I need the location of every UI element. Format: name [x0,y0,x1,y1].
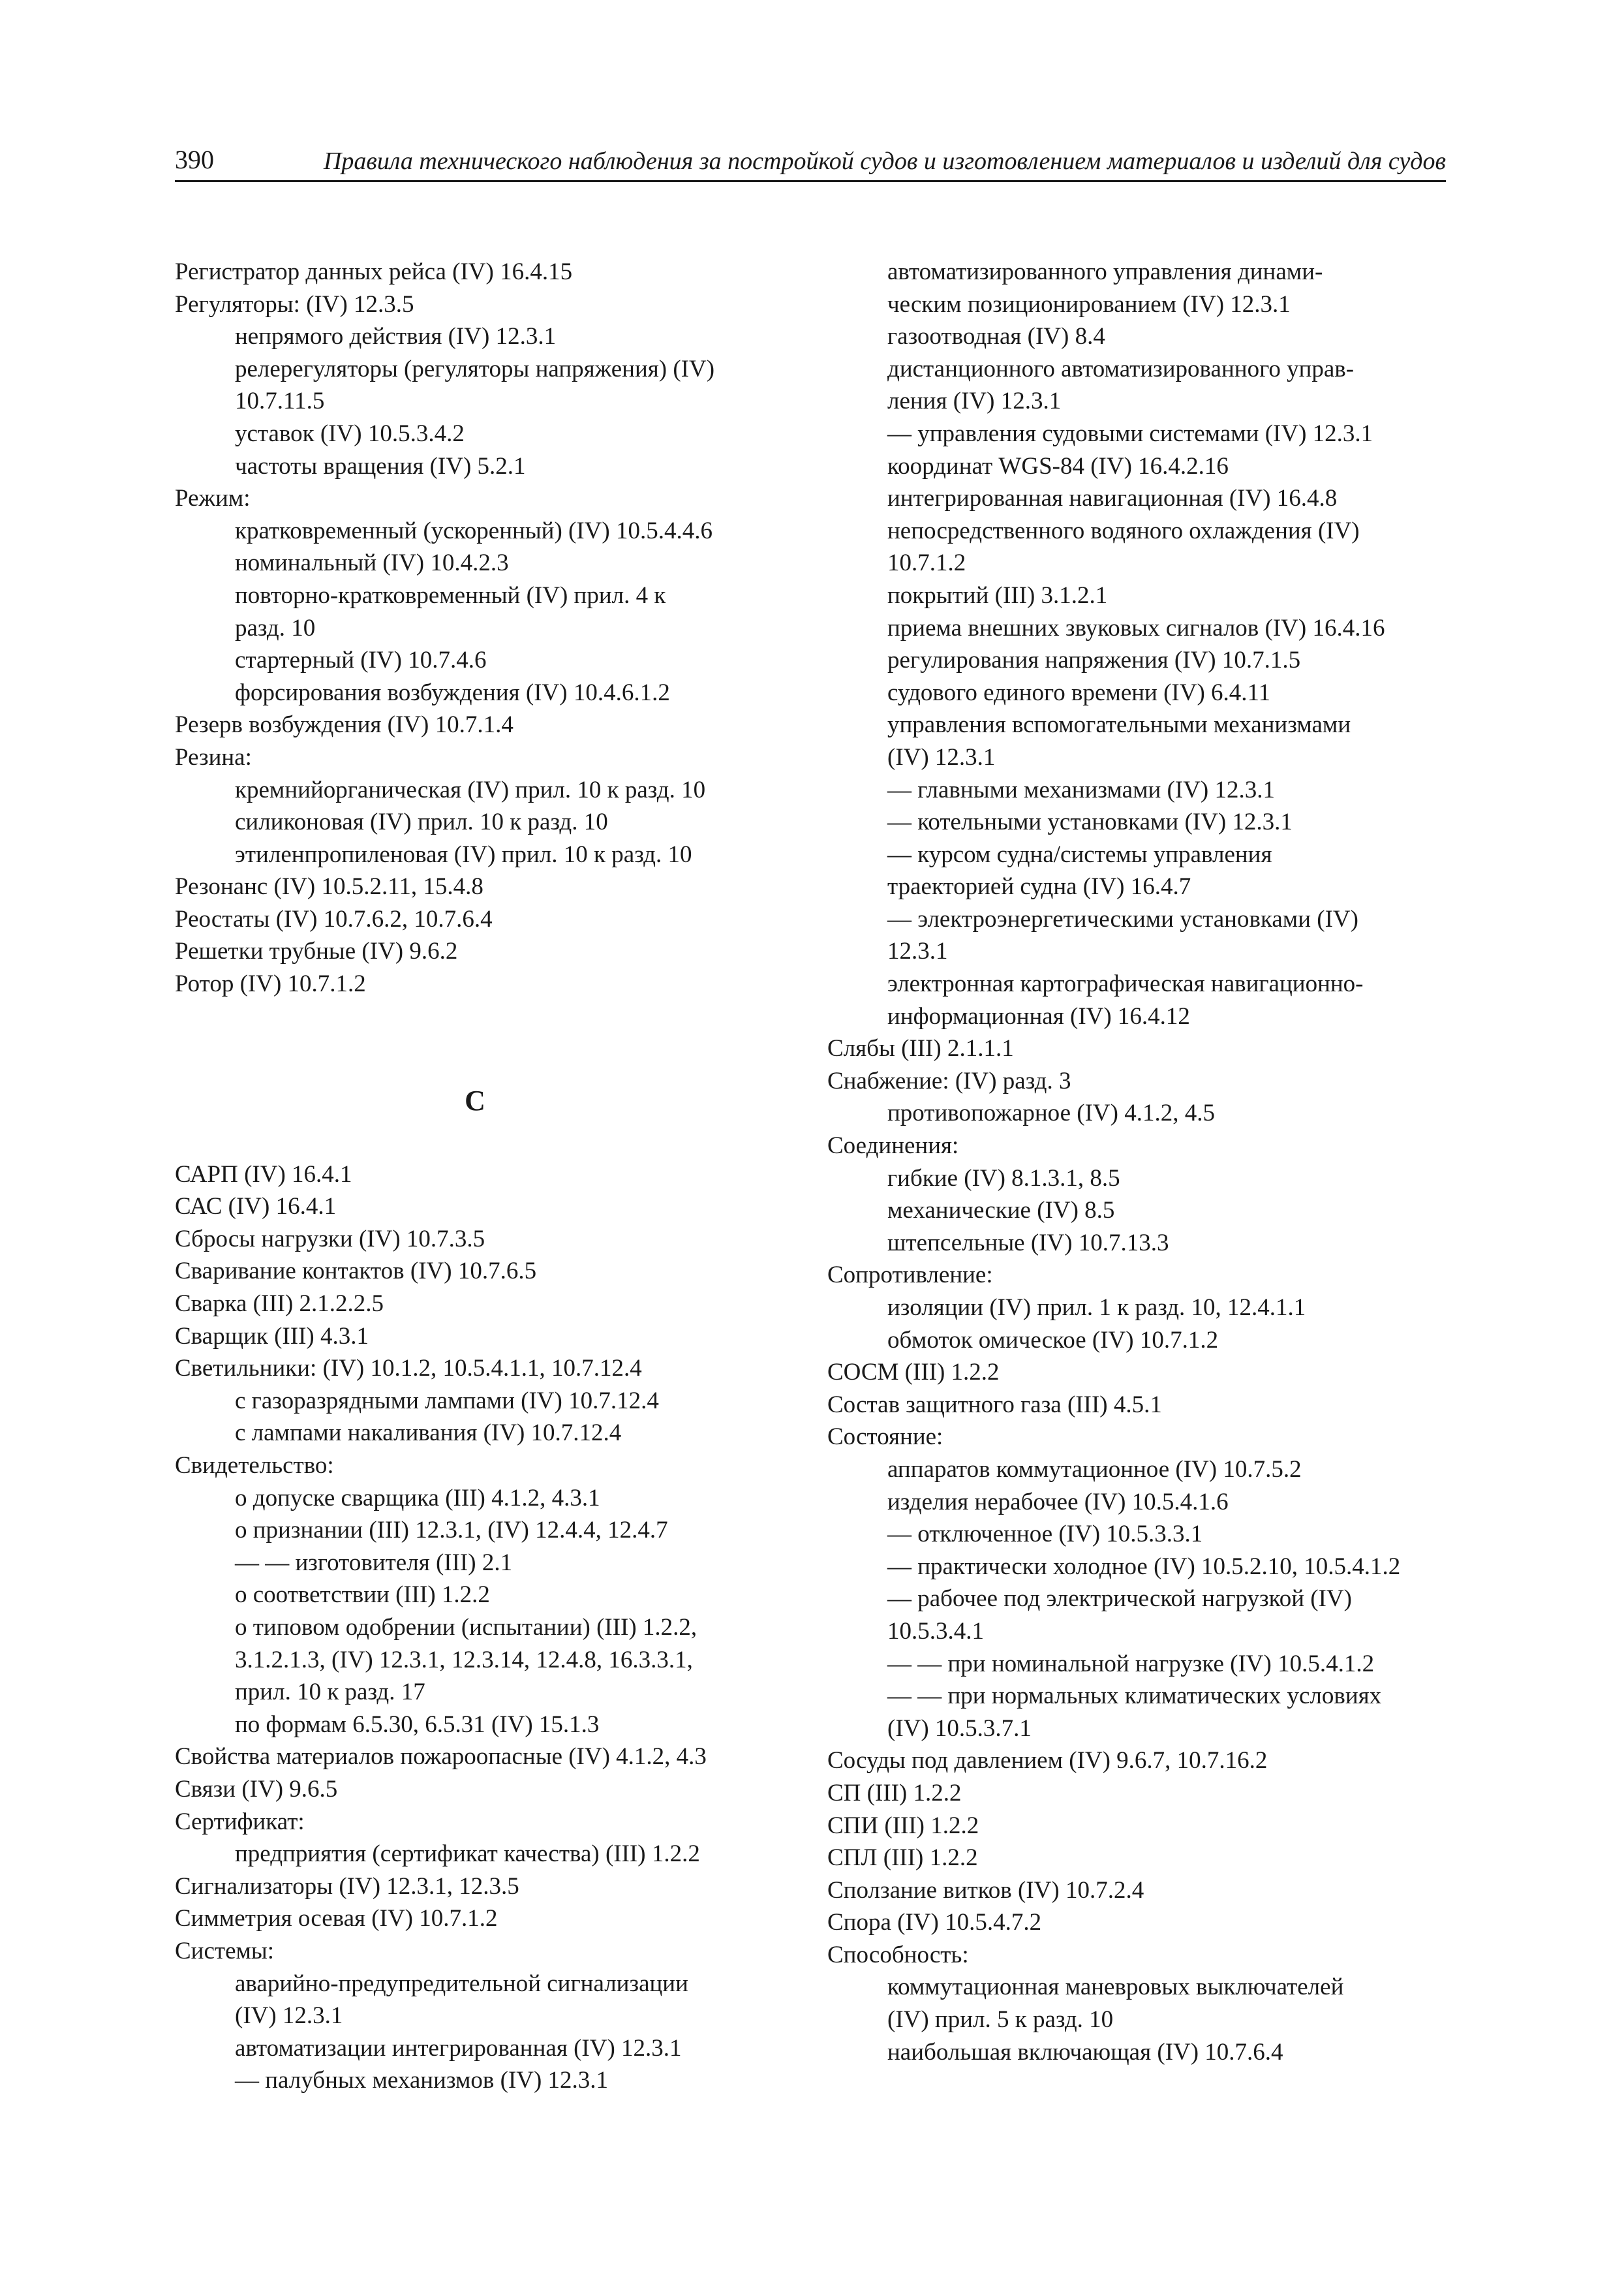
index-entry: Связи (IV) 9.6.5 [175,1775,338,1803]
index-subentry: номинальный (IV) 10.4.2.3 [235,550,509,577]
index-entry: Режим: [175,485,251,512]
page-number: 390 [175,145,214,174]
index-subentry: — — при номинальной нагрузке (IV) 10.5.4.1.2 [887,1650,1375,1677]
index-subentry: ческим позиционированием (IV) 12.3.1 [887,290,1291,318]
index-column-right [827,256,1454,2068]
index-block-s [175,1158,801,2097]
index-subentry: покрытий (III) 3.1.2.1 [887,581,1108,609]
index-subentry: о признании (III) 12.3.1, (IV) 12.4.4, 12.4.7 [235,1517,668,1544]
index-subentry: непрямого действия (IV) 12.3.1 [235,323,557,350]
index-entry: Системы: [175,1937,275,1964]
index-entry: Снабжение: (IV) разд. 3 [827,1067,1071,1094]
index-subentry: о соответствии (III) 1.2.2 [235,1581,490,1609]
index-subentry: 3.1.2.1.3, (IV) 12.3.1, 12.3.14, 12.4.8, 16.3.3.1, [235,1646,693,1673]
index-subentry: 10.5.3.4.1 [887,1617,984,1645]
index-subentry: электронная картографическая навигационно- [887,970,1364,998]
index-entry: Реостаты (IV) 10.7.6.2, 10.7.6.4 [175,905,493,933]
index-entry: САС (IV) 16.4.1 [175,1193,337,1220]
index-subentry: этиленпропиленовая (IV) прил. 10 к разд. 10 [235,841,692,868]
index-entry: Сигнализаторы (IV) 12.3.1, 12.3.5 [175,1872,519,1900]
index-entry: Резонанс (IV) 10.5.2.11, 15.4.8 [175,873,483,901]
index-entry: Слябы (III) 2.1.1.1 [827,1035,1014,1062]
index-subentry: аппаратов коммутационное (IV) 10.7.5.2 [887,1455,1302,1483]
index-subentry: — управления судовыми системами (IV) 12.3.1 [887,420,1373,447]
index-block-r [175,256,801,1000]
index-entry: Резерв возбуждения (IV) 10.7.1.4 [175,711,513,739]
index-column-left [175,256,801,2097]
index-subentry: частоты вращения (IV) 5.2.1 [235,452,526,480]
header-rule [175,180,1446,182]
page-header [175,145,1446,185]
index-subentry: дистанционного автоматизированного управ- [887,355,1355,382]
index-subentry: — практически холодное (IV) 10.5.2.10, 10.5.4.1.2 [887,1553,1401,1580]
index-entry: Решетки трубные (IV) 9.6.2 [175,938,458,965]
index-entry: Свидетельство: [175,1452,334,1479]
index-entry: Состав защитного газа (III) 4.5.1 [827,1391,1162,1418]
index-subentry: изоляции (IV) прил. 1 к разд. 10, 12.4.1.1 [887,1294,1306,1321]
index-entry: Сбросы нагрузки (IV) 10.7.3.5 [175,1225,485,1252]
running-title: Правила технического наблюдения за постройкой судов и изготовлением материалов и изделий для судов [323,147,1446,175]
index-subentry: траекторией судна (IV) 16.4.7 [887,873,1191,901]
index-subentry: — курсом судна/системы управления [887,841,1272,868]
index-entry: Ротор (IV) 10.7.1.2 [175,970,366,998]
index-entry: Состояние: [827,1423,943,1451]
index-subentry: — электроэнергетическими установками (IV) [887,905,1358,933]
index-subentry: регулирования напряжения (IV) 10.7.1.5 [887,647,1301,674]
index-subentry: судового единого времени (IV) 6.4.11 [887,679,1271,706]
index-subentry: (IV) прил. 5 к разд. 10 [887,2006,1114,2034]
index-subentry: предприятия (сертификат качества) (III) 1.2.2 [235,1840,700,1868]
index-subentry: форсирования возбуждения (IV) 10.4.6.1.2 [235,679,670,706]
index-subentry: — палубных механизмов (IV) 12.3.1 [235,2067,609,2094]
index-subentry: аварийно-предупредительной сигнализации [235,1970,688,1997]
index-subentry: обмоток омическое (IV) 10.7.1.2 [887,1326,1219,1354]
index-subentry: разд. 10 [235,614,316,642]
index-subentry: стартерный (IV) 10.7.4.6 [235,647,487,674]
index-subentry: — главными механизмами (IV) 12.3.1 [887,776,1275,803]
index-subentry: автоматизированного управления динами- [887,258,1323,285]
index-subentry: уставок (IV) 10.5.3.4.2 [235,420,465,447]
index-subentry: — — изготовителя (III) 2.1 [235,1549,513,1576]
index-subentry: (IV) 12.3.1 [235,2002,343,2030]
index-entry: Спора (IV) 10.5.4.7.2 [827,1909,1042,1936]
index-subentry: о допуске сварщика (III) 4.1.2, 4.3.1 [235,1484,600,1511]
index-entry: Сертификат: [175,1808,305,1835]
section-gap [175,1000,801,1081]
index-subentry: по формам 6.5.30, 6.5.31 (IV) 15.1.3 [235,1711,600,1738]
index-subentry: автоматизации интегрированная (IV) 12.3.1 [235,2034,682,2062]
section-letter: С [465,1084,485,1117]
index-subentry: 12.3.1 [887,938,948,965]
index-subentry: штепсельные (IV) 10.7.13.3 [887,1229,1169,1256]
index-subentry: — — при нормальных климатических условиях [887,1682,1382,1710]
index-entry: СОСМ (III) 1.2.2 [827,1359,1000,1386]
index-subentry: релерегуляторы (регуляторы напряжения) (IV) [235,355,715,382]
index-subentry: управления вспомогательными механизмами [887,711,1351,739]
index-entry: Способность: [827,1941,969,1968]
index-entry: Свойства материалов пожароопасные (IV) 4.1.2, 4.3 [175,1743,707,1771]
index-subentry: силиконовая (IV) прил. 10 к разд. 10 [235,809,608,836]
index-subentry: 10.7.1.2 [887,550,966,577]
index-entry: Сваривание контактов (IV) 10.7.6.5 [175,1258,537,1285]
index-subentry: кремнийорганическая (IV) прил. 10 к разд. 10 [235,776,706,803]
index-subentry: наибольшая включающая (IV) 10.7.6.4 [887,2038,1283,2066]
index-entry: САРП (IV) 16.4.1 [175,1160,352,1188]
index-subentry: прил. 10 к разд. 17 [235,1679,425,1706]
index-entry: СПИ (III) 1.2.2 [827,1812,979,1839]
index-subentry: — отключенное (IV) 10.5.3.3.1 [887,1521,1203,1548]
index-subentry: механические (IV) 8.5 [887,1197,1115,1224]
index-subentry: коммутационная маневровых выключателей [887,1974,1344,2001]
index-subentry: (IV) 10.5.3.7.1 [887,1714,1032,1742]
index-entry: Сосуды под давлением (IV) 9.6.7, 10.7.16.2 [827,1747,1268,1775]
index-subentry: с лампами накаливания (IV) 10.7.12.4 [235,1419,622,1447]
index-entry: СП (III) 1.2.2 [827,1779,962,1806]
index-subentry: — котельными установками (IV) 12.3.1 [887,809,1293,836]
index-subentry: интегрированная навигационная (IV) 16.4.8 [887,485,1338,512]
index-subentry: информационная (IV) 16.4.12 [887,1002,1190,1030]
index-entry: Регуляторы: (IV) 12.3.5 [175,290,414,318]
index-subentry: ления (IV) 12.3.1 [887,388,1062,415]
index-block-s-continued [827,256,1454,2068]
index-entry: Регистратор данных рейса (IV) 16.4.15 [175,258,573,285]
index-subentry: противопожарное (IV) 4.1.2, 4.5 [887,1100,1215,1127]
index-entry: СПЛ (III) 1.2.2 [827,1844,978,1872]
index-entry: Симметрия осевая (IV) 10.7.1.2 [175,1905,498,1932]
index-subentry: о типовом одобрении (испытании) (III) 1.2.2, [235,1613,697,1641]
index-subentry: гибкие (IV) 8.1.3.1, 8.5 [887,1164,1120,1192]
index-entry: Резина: [175,743,252,771]
index-entry: Сварка (III) 2.1.2.2.5 [175,1290,384,1318]
index-subentry: повторно-кратковременный (IV) прил. 4 к [235,581,666,609]
index-entry: Сползание витков (IV) 10.7.2.4 [827,1876,1144,1904]
index-subentry: непосредственного водяного охлаждения (IV) [887,517,1360,544]
index-subentry: газоотводная (IV) 8.4 [887,323,1105,350]
index-subentry: — рабочее под электрической нагрузкой (IV) [887,1585,1352,1613]
index-subentry: с газоразрядными лампами (IV) 10.7.12.4 [235,1387,659,1414]
index-entry: Светильники: (IV) 10.1.2, 10.5.4.1.1, 10.7.12.4 [175,1355,642,1382]
index-entry: Сварщик (III) 4.3.1 [175,1322,369,1350]
index-subentry: координат WGS-84 (IV) 16.4.2.16 [887,452,1229,480]
index-subentry: приема внешних звуковых сигналов (IV) 16.4.16 [887,614,1385,642]
index-subentry: изделия нерабочее (IV) 10.5.4.1.6 [887,1488,1229,1515]
index-entry: Сопротивление: [827,1262,993,1289]
index-entry: Соединения: [827,1132,959,1160]
index-subentry: кратковременный (ускоренный) (IV) 10.5.4.4.6 [235,517,712,544]
index-subentry: 10.7.11.5 [235,388,325,415]
index-subentry: (IV) 12.3.1 [887,743,996,771]
